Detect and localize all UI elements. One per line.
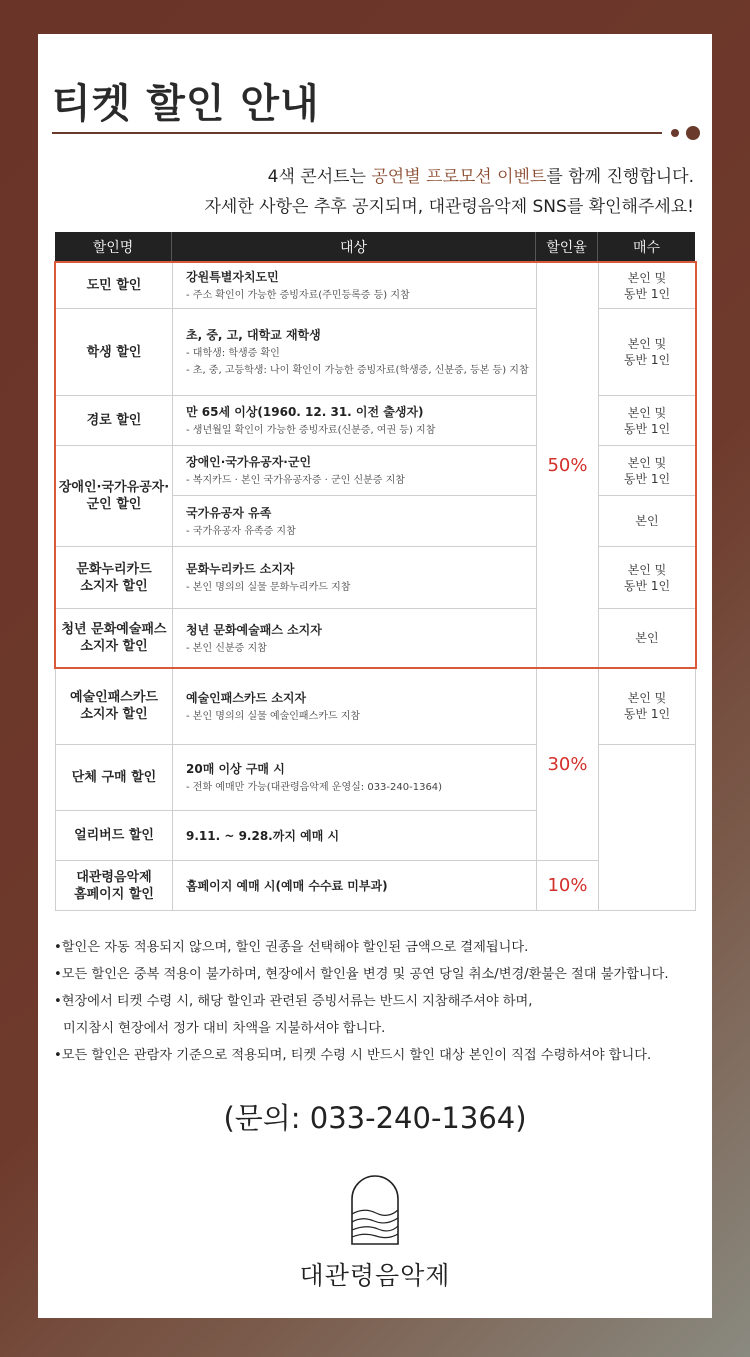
target-cell	[172, 667, 537, 745]
discount-name: 얼리버드 할인	[74, 828, 154, 843]
discount-name: 학생 할인	[86, 344, 142, 360]
target-main: 청년 문화예술패스 소지자	[186, 622, 322, 637]
target-cell	[172, 860, 537, 911]
discount-rate: 50%	[547, 454, 588, 476]
quantity-cell	[598, 308, 696, 396]
target-cell	[172, 744, 537, 811]
quantity-cell	[598, 744, 696, 911]
discount-name: 청년 문화예술패스 소지자 할인	[61, 622, 167, 654]
target-cell	[172, 395, 537, 446]
target-cell	[172, 810, 537, 861]
discount-name-cell	[55, 810, 173, 861]
discount-rate-cell	[536, 860, 599, 911]
quantity-cell	[598, 395, 696, 446]
discount-name: 도민 할인	[86, 278, 142, 293]
discount-name-cell	[55, 744, 173, 811]
intro-line-1: 4색 콘서트는 공연별 프로모션 이벤트를 함께 진행합니다.	[267, 167, 694, 187]
target-cell	[172, 445, 537, 496]
notice-list	[54, 934, 669, 1069]
target-main: 만 65세 이상(1960. 12. 31. 이전 출생자)	[186, 405, 424, 419]
discount-name: 장애인·국가유공자· 군인 할인	[58, 480, 170, 512]
discount-info-card	[38, 34, 712, 1318]
header-quantity: 매수	[632, 240, 661, 256]
discount-name: 문화누리카드 소지자 할인	[76, 561, 152, 594]
quantity: 본인	[635, 631, 659, 645]
discount-rate: 30%	[547, 753, 588, 775]
header-rate: 할인율	[536, 232, 598, 262]
target-note: - 본인 명의의 실물 예술인패스카드 지참	[186, 710, 361, 722]
target-note: - 초, 중, 고등학생: 나이 확인이 가능한 증빙자료(학생증, 신분증, 등본 등) 지참	[186, 365, 529, 376]
divider-dot-small	[671, 129, 679, 137]
target-note: - 본인 명의의 실물 문화누리카드 지참	[186, 582, 351, 593]
quantity-cell	[598, 495, 696, 547]
target-main: 초, 중, 고, 대학교 재학생	[186, 328, 321, 342]
target-note: - 주소 확인이 가능한 증빙자료(주민등록증 등) 지참	[186, 290, 410, 301]
discount-name-cell	[55, 445, 173, 547]
target-note: - 국가유공자 유족증 지참	[186, 525, 296, 537]
quantity-cell	[598, 445, 696, 496]
discount-table	[55, 232, 695, 902]
target-main: 국가유공자 유족	[186, 505, 272, 520]
target-main: 9.11. ~ 9.28.까지 예매 시	[186, 828, 340, 843]
notice-item: •모든 할인은 관람자 기준으로 적용되며, 티켓 수령 시 반드시 할인 대상 본인이 직접 수령하셔야 합니다.	[54, 1048, 652, 1063]
target-cell	[172, 262, 537, 309]
target-main: 예술인패스카드 소지자	[186, 690, 307, 705]
quantity: 본인 및 동반 1인	[623, 270, 671, 301]
target-main: 20매 이상 구매 시	[186, 762, 285, 776]
discount-name: 경로 할인	[86, 413, 142, 428]
contact-info: (문의: 033-240-1364)	[223, 1101, 527, 1135]
target-cell	[172, 546, 537, 609]
discount-name: 단체 구매 할인	[71, 770, 157, 785]
target-main: 문화누리카드 소지자	[186, 562, 295, 576]
festival-logo-icon	[350, 1174, 400, 1246]
discount-rate-cell	[536, 262, 599, 668]
header-target: 대상	[172, 232, 536, 262]
quantity-cell	[598, 262, 696, 309]
discount-name-cell	[55, 395, 173, 446]
discount-name-cell	[55, 667, 173, 745]
discount-name-cell	[55, 262, 173, 309]
discount-name-cell	[55, 860, 173, 911]
page-title: 티켓 할인 안내	[52, 81, 320, 127]
target-cell	[172, 308, 537, 396]
target-note: - 대학생: 학생증 확인	[186, 348, 280, 359]
notice-item: •할인은 자동 적용되지 않으며, 할인 권종을 선택해야 할인된 금액으로 결제됩니다.	[54, 940, 529, 955]
intro-highlight: 공연별 프로모션 이벤트	[371, 167, 547, 187]
header-discount-name: 할인명	[55, 232, 172, 262]
quantity-cell	[598, 608, 696, 668]
quantity-cell	[598, 667, 696, 745]
intro-text	[205, 162, 695, 222]
discount-rate: 10%	[547, 875, 588, 896]
quantity: 본인 및 동반 1인	[623, 337, 671, 367]
quantity: 본인	[635, 514, 659, 528]
discount-name: 대관령음악제 홈페이지 할인	[74, 869, 154, 902]
notice-item: •모든 할인은 중복 적용이 불가하며, 현장에서 할인율 변경 및 공연 당일 취소/변경/환불은 절대 불가합니다.	[54, 967, 669, 982]
notice-item-continued: 미지참시 현장에서 정가 대비 차액을 지불하셔야 합니다.	[63, 1021, 386, 1036]
quantity: 본인 및 동반 1인	[623, 405, 671, 436]
discount-name: 예술인패스카드 소지자 할인	[70, 690, 158, 722]
target-note: - 생년월일 확인이 가능한 증빙자료(신분증, 여권 등) 지참	[186, 425, 436, 436]
divider-dot-large	[686, 126, 700, 140]
intro-line-2: 자세한 사항은 추후 공지되며, 대관령음악제 SNS를 확인해주세요!	[204, 197, 694, 217]
discount-rate-cell	[536, 667, 599, 861]
title-divider	[52, 132, 662, 134]
table-header	[55, 232, 695, 262]
target-cell	[172, 495, 537, 547]
discount-name-cell	[55, 308, 173, 396]
discount-name-cell	[55, 546, 173, 609]
discount-name-cell	[55, 608, 173, 668]
target-cell	[172, 608, 537, 668]
festival-logo-text: 대관령음악제	[299, 1261, 451, 1290]
quantity: 본인 및 동반 1인	[623, 691, 671, 721]
target-note: - 복지카드 · 본인 국가유공자증 · 군인 신분증 지참	[186, 475, 405, 486]
target-main: 홈페이지 예매 시(예매 수수료 미부과)	[186, 878, 388, 893]
target-main: 강원특별자치도민	[186, 270, 279, 284]
notice-item: •현장에서 티켓 수령 시, 해당 할인과 관련된 증빙서류는 반드시 지참해주셔야 하며,	[54, 994, 533, 1009]
target-main: 장애인·국가유공자·군인	[186, 455, 312, 469]
quantity-cell	[598, 546, 696, 609]
target-note: - 전화 예매만 가능(대관령음악제 운영실: 033-240-1364)	[186, 782, 443, 793]
target-note: - 본인 신분증 지참	[186, 642, 267, 654]
quantity: 본인 및 동반 1인	[623, 455, 671, 486]
quantity: 본인 및 동반 1인	[623, 562, 671, 593]
